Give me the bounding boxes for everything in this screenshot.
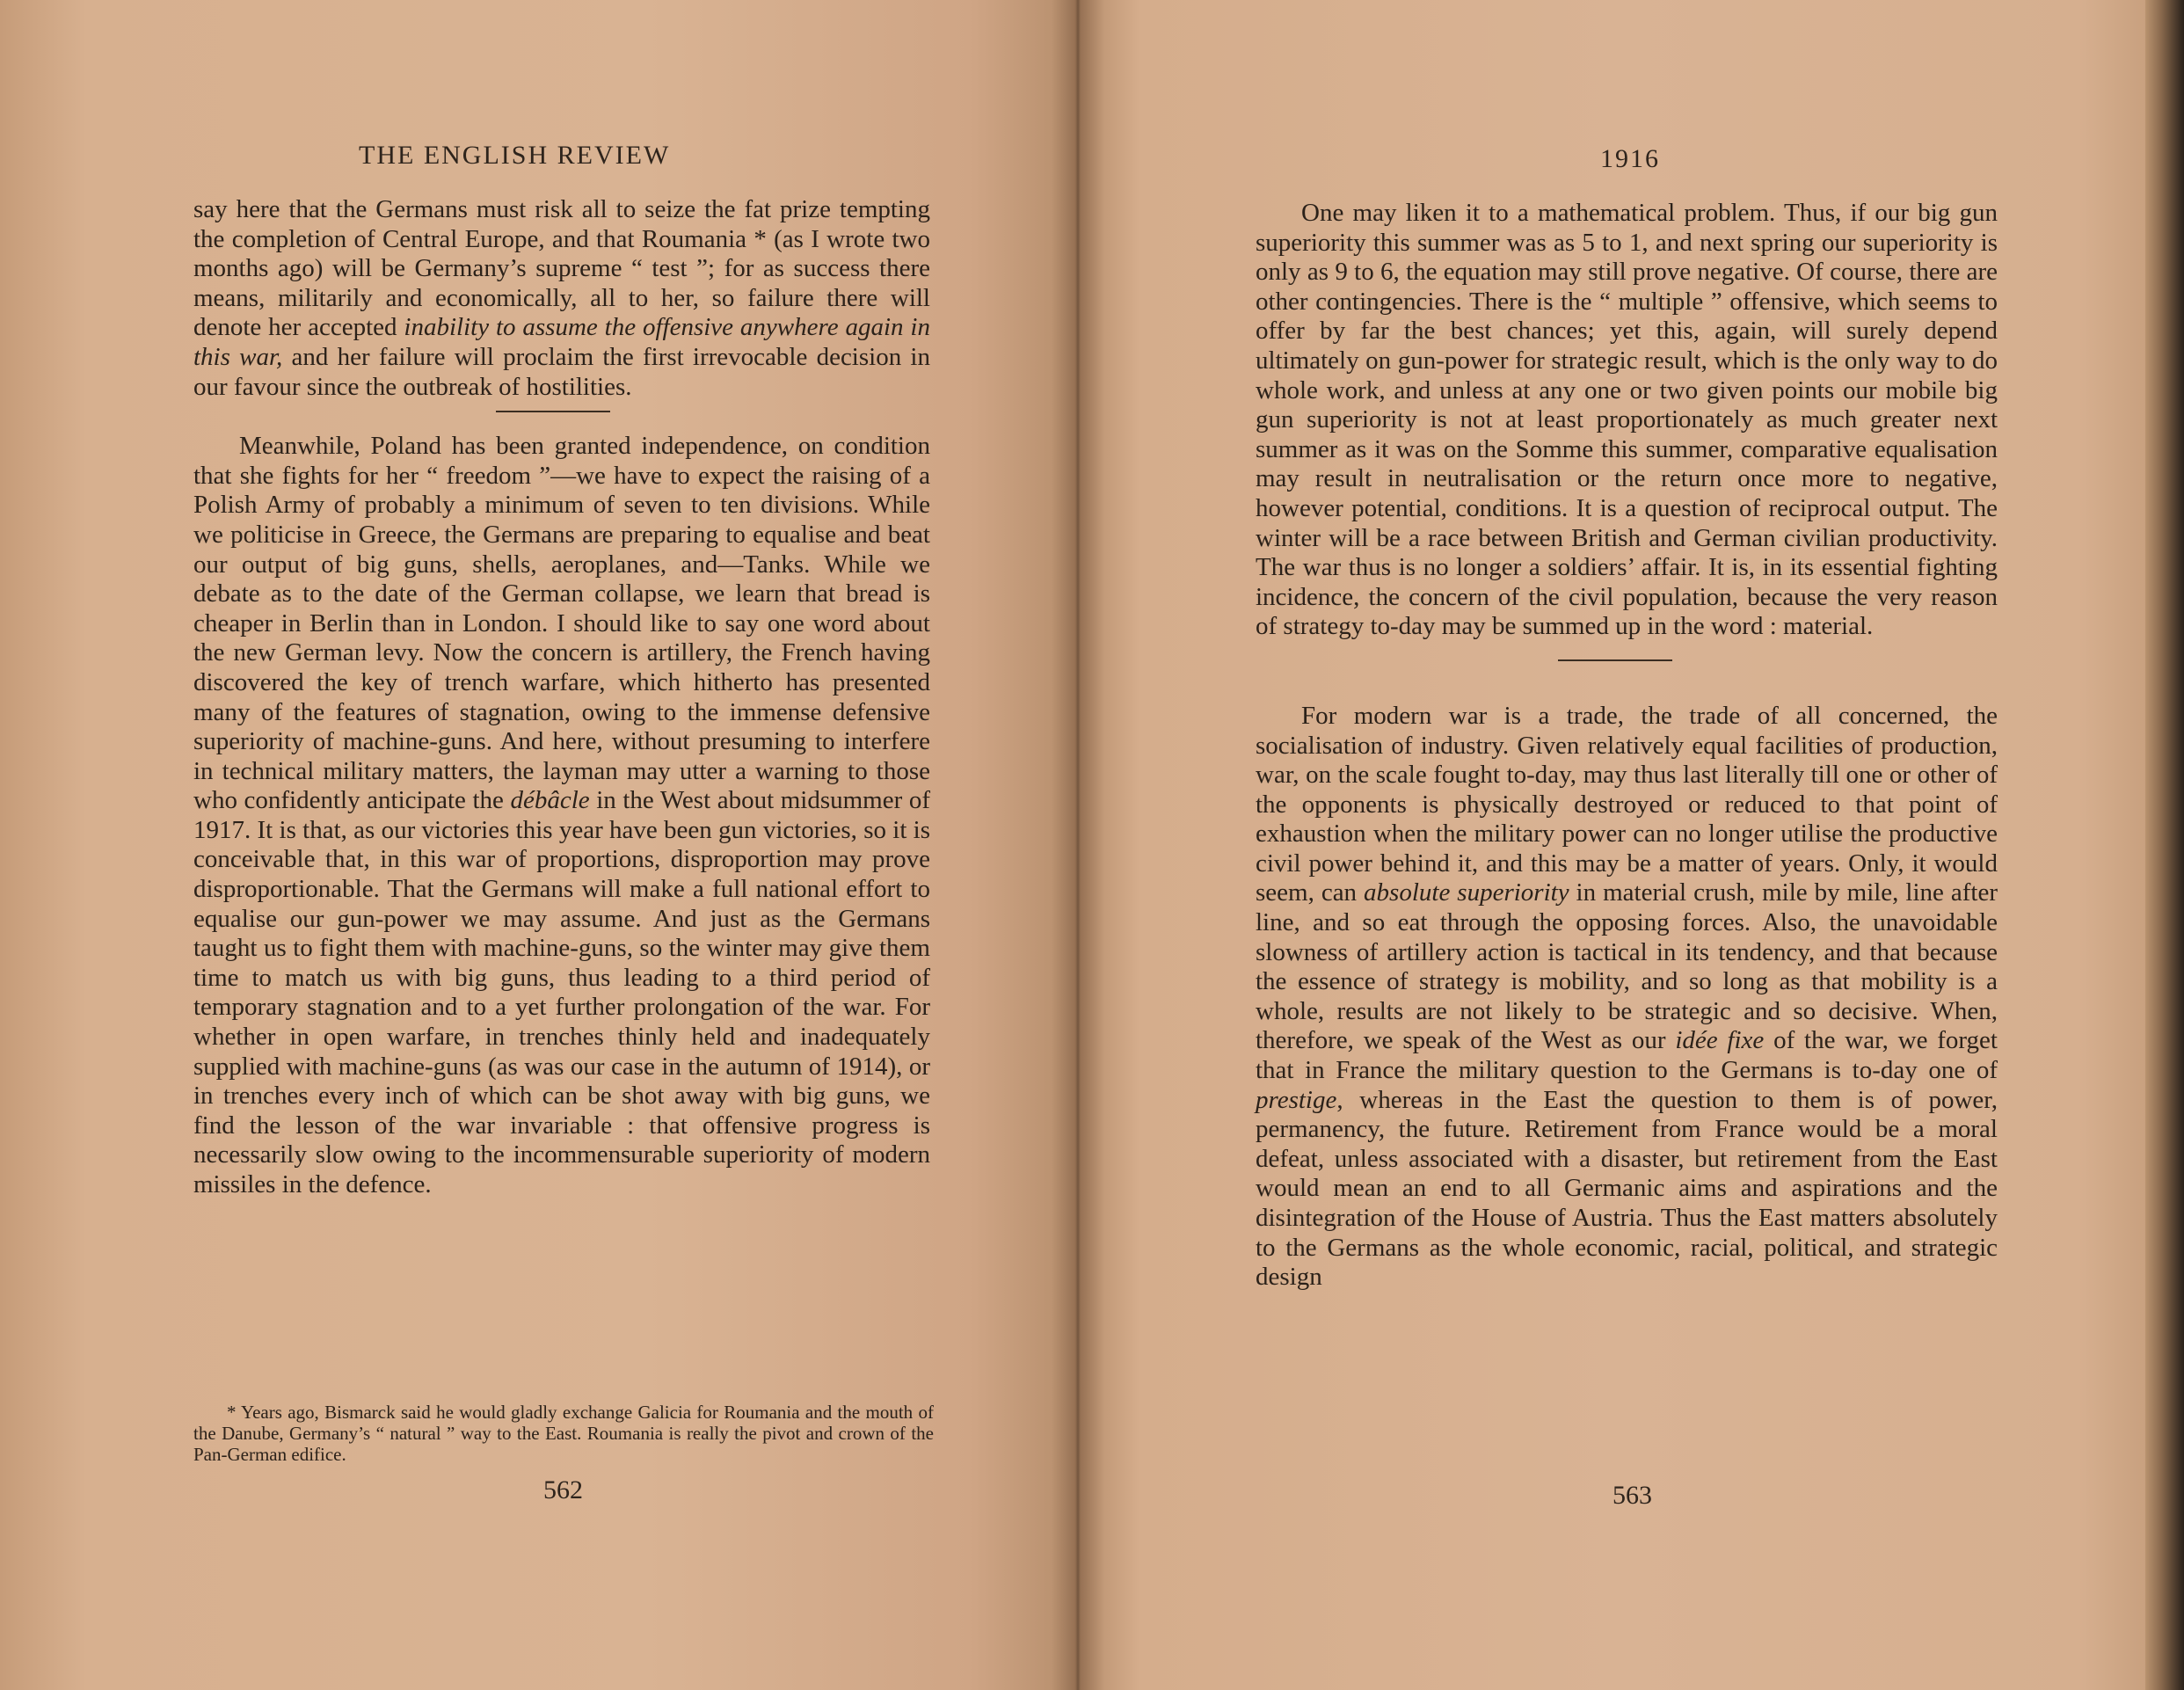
- right-paragraph-2: [1256, 702, 1998, 1293]
- footnote-text: * Years ago, Bismarck said he would gladly exchange Galicia for Roumania and the mouth of the Danube, Germany’s “ natural ” way to the East. Roumania is really the pivot and crown of the Pan-German edifice.: [193, 1402, 934, 1465]
- left-paragraph-2: [193, 432, 930, 1199]
- right-paragraph-1: [1256, 199, 1998, 642]
- text-run: of the war, we forget that in France the military question to the Germans is to-day one of: [1256, 1026, 1998, 1085]
- left-paragraph-1: [193, 195, 930, 402]
- right-column: [1256, 199, 1998, 1293]
- section-break-left: [193, 402, 930, 432]
- text-run: say here that the Germans must risk all to seize the fat prize tempting the completion of Central Europe, and that Roumania * (as I wrote two months ago) will be Germany’s supreme “ test ”; for as success there means, militarily and economically, all to her, so failure there will denote her accepted: [193, 195, 930, 342]
- italic-phrase: absolute superiority: [1364, 878, 1569, 907]
- italic-phrase: idée fixe: [1675, 1026, 1765, 1055]
- page-edges: [2145, 0, 2184, 1690]
- text-run: , whereas in the East the question to them is of power, permanency, the future. Retirement from France would be a moral defeat, unless associated with a disaster, but retirement from the East would mean an end to all Germanic aims and aspirations and the disintegration of the House of Austria. Thus the East matters absolutely to the Germans as the whole economic, racial, political, and strategic design: [1256, 1085, 1998, 1292]
- running-head-right: 1916: [1600, 144, 1660, 173]
- running-head-left: THE ENGLISH REVIEW: [359, 141, 671, 170]
- text-run: For modern war is a trade, the trade of all concerned, the socialisation of industry. Given relatively equal facilities of production, war, on the scale fought to-day, may thus last literally till one or other of the opponents is physically destroyed or reduced to that point of exhaustion when the military power can no longer utilise the productive civil power behind it, and this may be a matter of years. Only, it would seem, can: [1256, 701, 1998, 907]
- text-run: Meanwhile, Poland has been granted independence, on condition that she fights for her “ freedom ”—we have to expect the raising of a Polish Army of probably a minimum of seven to ten divisions. While we politicise in Greece, the Germans are preparing to equalise and beat our output of big guns, shells, aeroplanes, and—Tanks. While we debate as to the date of the German collapse, we learn that bread is cheaper in Berlin than in London. I should like to say one word about the new German levy. Now the concern is artillery, the French having discovered the key of trench warfare, which hitherto has presented many of the features of stagnation, owing to the immense defensive superiority of machine-guns. And here, without presuming to interfere in technical military matters, the layman may utter a warning to those who confidently anticipate the: [193, 432, 930, 815]
- italic-phrase: prestige: [1256, 1085, 1337, 1114]
- left-column: [193, 195, 930, 1200]
- text-run: and her failure will proclaim the first irrevocable decision in our favour since the outbreak of hostilities.: [193, 342, 930, 401]
- text-run: in material crush, mile by mile, line after line, and so eat through the opposing forces. Also, the unavoidable slowness of artillery action is tactical in its tendency, and that because the essence of strategy is mobility, and so long as that mobility is a whole, results are not likely to be strategic and so decisive. When, therefore, we speak of the West as our: [1256, 878, 1998, 1055]
- book-gutter: [1052, 0, 1104, 1690]
- footnote: [193, 1402, 934, 1465]
- text-run: One may liken it to a mathematical problem. Thus, if our big gun superiority this summer was as 5 to 1, and next spring our superiority is only as 9 to 6, the equation may still prove negative. Of course, there are other contingencies. There is the “ multiple ” offensive, which seems to offer by far the best chances; yet this, again, will surely depend ultimately on gun-power for strategic result, which is the only way to do whole work, and unless at any one or two given points our mobile big gun superiority is not at least proportionately as much greater next summer as it was on the Somme this summer, comparative equalisation may result in neutralisation or the return once more to negative, however potential, conditions. It is a question of reciprocal output. The winter will be a race between British and German civilian productivity. The war thus is no longer a soldiers’ affair. It is, in its essential fighting incidence, the concern of the civil population, because the very reason of strategy to-day may be summed up in the word : material.: [1256, 199, 1998, 641]
- page-number-left: 562: [543, 1475, 583, 1504]
- page-number-right: 563: [1613, 1481, 1652, 1510]
- italic-phrase: inability to assume the offensive anywhere again in this war,: [193, 313, 930, 371]
- italic-phrase: débâcle: [510, 786, 590, 815]
- section-rule: [1558, 659, 1672, 661]
- text-run: in the West about midsummer of 1917. It is that, as our victories this year have been gun victories, so it is conceivable that, in this war of proportions, disproportion may prove disproportionable. That the Germans will make a full national effort to equalise our gun-power we may assume. And just as the Germans taught us to fight them with machine-guns, so the winter may give them time to match us with big guns, thus leading to a third period of temporary stagnation and to a yet further prolongation of the war. For whether in open warfare, in trenches thinly held and inadequately supplied with machine-guns (as was our case in the autumn of 1914), or in trenches every inch of which can be shot away with big guns, we find the lesson of the war invariable : that offensive progress is necessarily slow owing to the incommensurable superiority of modern missiles in the defence.: [193, 786, 930, 1198]
- section-break-right: [1256, 642, 1998, 702]
- section-rule: [496, 411, 610, 412]
